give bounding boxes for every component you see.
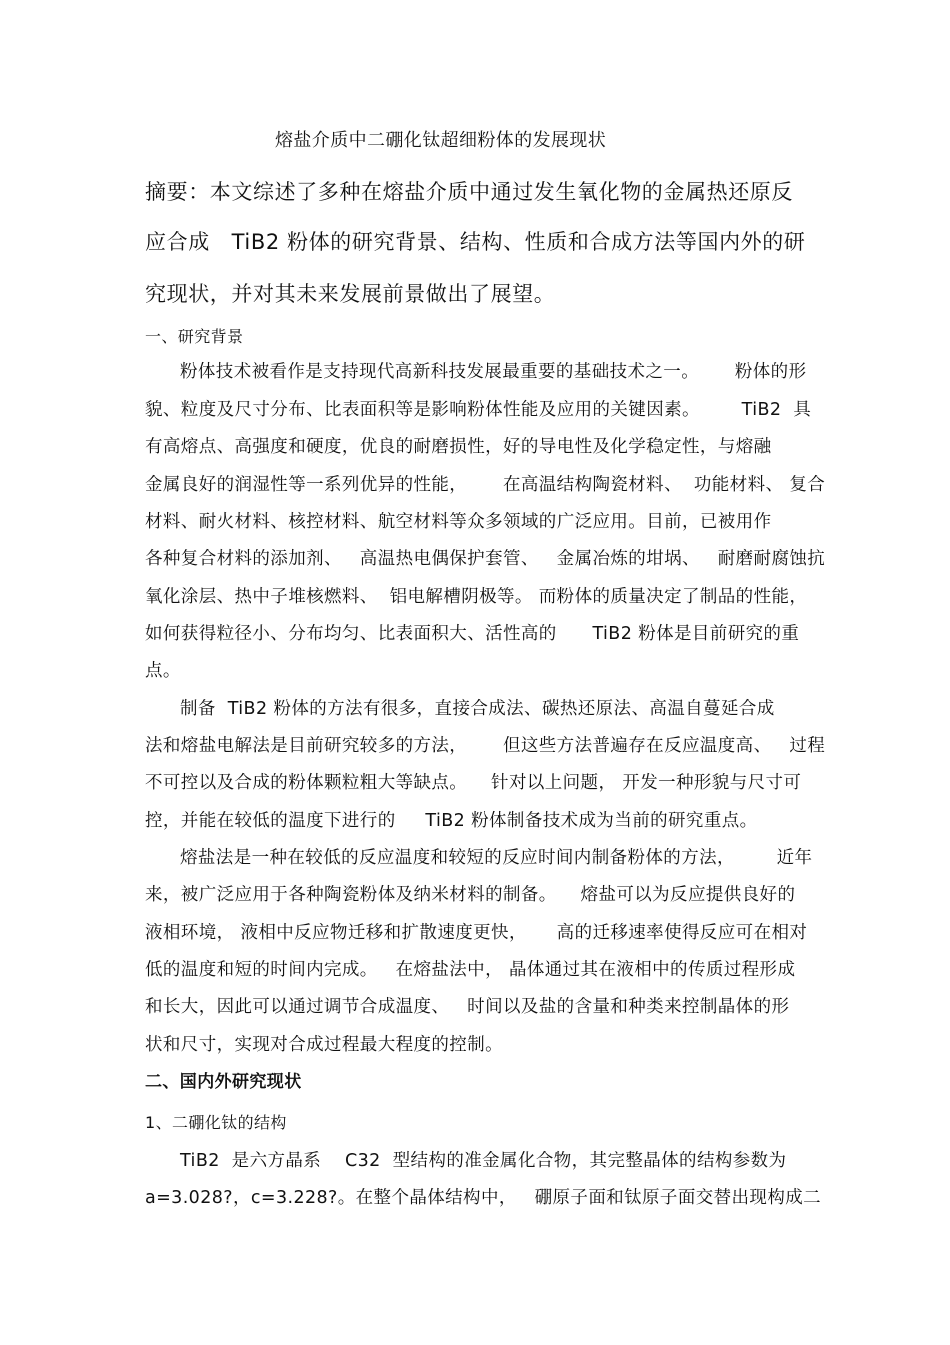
paragraph-line: 如何获得粒径小、分布均匀、比表面积大、活性高的 TiB2 粉体是目前研究的重: [145, 624, 800, 644]
section-heading-background: 一、研究背景: [145, 327, 244, 346]
paragraph-line: 和长大，因此可以通过调节合成温度、 时间以及盐的含量和种类来控制晶体的形: [145, 997, 790, 1017]
abstract-line-3: 究现状，并对其未来发展前景做出了展望。: [145, 282, 556, 306]
document-title: 熔盐介质中二硼化钛超细粉体的发展现状: [275, 130, 607, 151]
paragraph-line: 貌、粒度及尺寸分布、比表面积等是影响粉体性能及应用的关键因素。 TiB2 具: [145, 400, 812, 420]
paragraph-line: 点。: [145, 661, 181, 681]
paragraph-line: 不可控以及合成的粉体颗粒粗大等缺点。 针对以上问题， 开发一种形貌与尺寸可: [145, 773, 802, 793]
abstract-line-2: 应合成 TiB2 粉体的研究背景、结构、性质和合成方法等国内外的研: [145, 230, 806, 254]
paragraph-line: 控，并能在较低的温度下进行的 TiB2 粉体制备技术成为当前的研究重点。: [145, 811, 758, 831]
paragraph-line: 粉体技术被看作是支持现代高新科技发展最重要的基础技术之一。 粉体的形: [180, 362, 807, 382]
paragraph-line: 低的温度和短的时间内完成。 在熔盐法中， 晶体通过其在液相中的传质过程形成: [145, 960, 796, 980]
paragraph-line: TiB2 是六方晶系 C32 型结构的准金属化合物，其完整晶体的结构参数为: [180, 1151, 787, 1171]
paragraph-line: 各种复合材料的添加剂、 高温热电偶保护套管、 金属冶炼的坩埚、 耐磨耐腐蚀抗: [145, 549, 826, 569]
paragraph-line: 状和尺寸，实现对合成过程最大程度的控制。: [145, 1035, 503, 1055]
paragraph-line: 制备 TiB2 粉体的方法有很多，直接合成法、碳热还原法、高温自蔓延合成: [180, 699, 775, 719]
paragraph-line: 氧化涂层、热中子堆核燃料、 铝电解槽阴极等。 而粉体的质量决定了制品的性能，: [145, 587, 808, 607]
paragraph-line: 材料、耐火材料、核控材料、航空材料等众多领域的广泛应用。目前，已被用作: [145, 512, 772, 532]
paragraph-line: 液相环境， 液相中反应物迁移和扩散速度更快， 高的迁移速率使得反应可在相对: [145, 923, 808, 943]
paragraph-line: a=3.028?，c=3.228?。在整个晶体结构中， 硼原子面和钛原子面交替出现构成二: [145, 1188, 822, 1208]
paragraph-line: 有高熔点、高强度和硬度，优良的耐磨损性，好的导电性及化学稳定性，与熔融: [145, 437, 772, 457]
paragraph-line: 法和熔盐电解法是目前研究较多的方法， 但这些方法普遍存在反应温度高、 过程: [145, 736, 826, 756]
paragraph-line: 来，被广泛应用于各种陶瓷粉体及纳米材料的制备。 熔盐可以为反应提供良好的: [145, 885, 796, 905]
section-heading-research-status: 二、国内外研究现状: [145, 1072, 302, 1092]
subsection-heading-structure: 1、二硼化钛的结构: [145, 1113, 287, 1132]
paragraph-line: 熔盐法是一种在较低的反应温度和较短的反应时间内制备粉体的方法， 近年: [180, 848, 813, 868]
abstract-line-1: 摘要：本文综述了多种在熔盐介质中通过发生氧化物的金属热还原反: [145, 180, 793, 204]
paragraph-line: 金属良好的润湿性等一系列优异的性能， 在高温结构陶瓷材料、 功能材料、 复合: [145, 475, 826, 495]
